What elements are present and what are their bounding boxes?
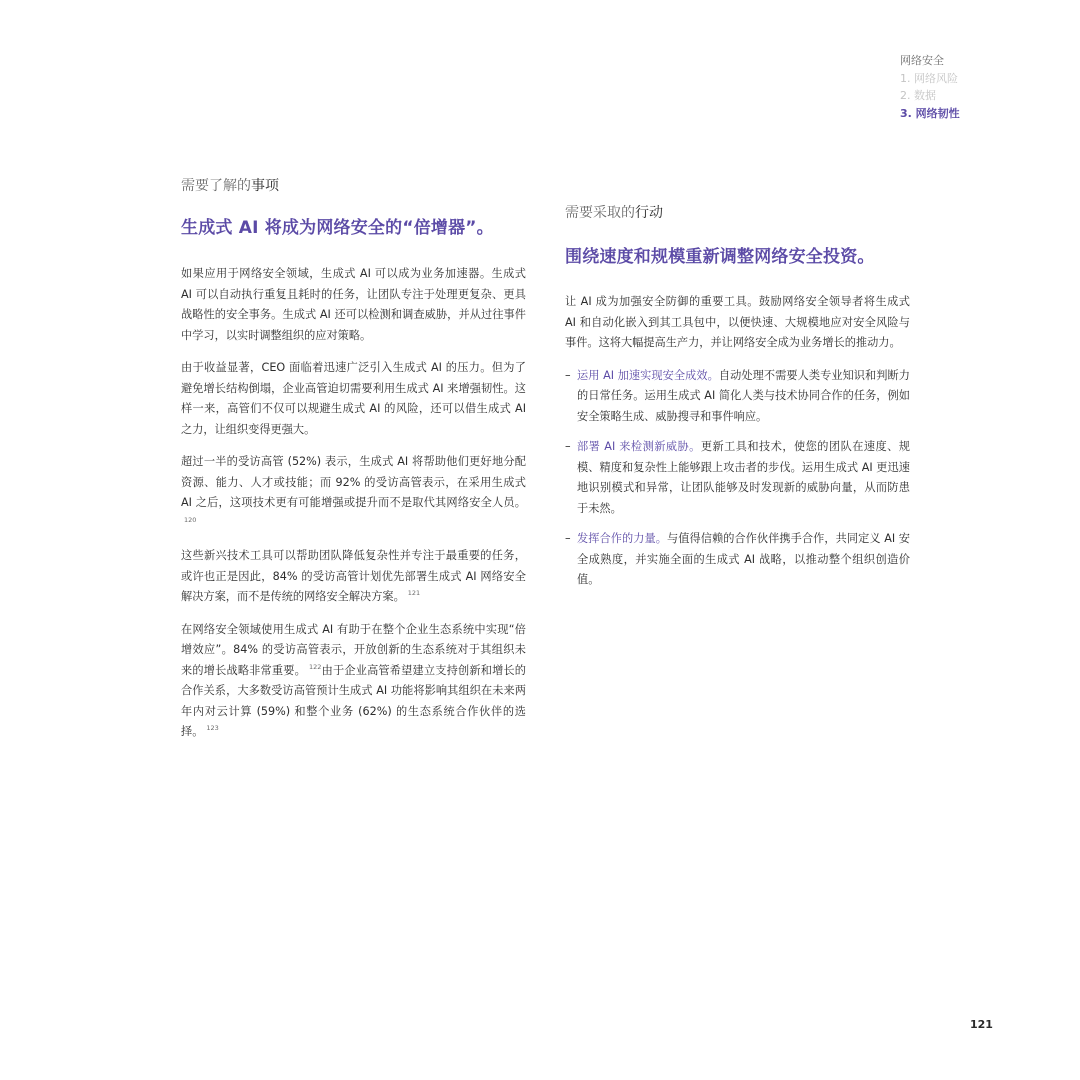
paragraph-text: 由于企业高管希望建立支持创新和增长的合作关系，大多数受访高管预计生成式 AI 功能将影响其组织在未来两年内对云计算 (59%) 和整个业务 (62%) 的生态系统合作伙伴的选择。 xyxy=(181,663,526,738)
action-text: 自动处理不需要人类专业知识和判断力的日常任务。运用生成式 AI 简化人类与技术协同合作的任务，例如安全策略生成、威胁搜寻和事件响应。 xyxy=(577,368,910,423)
action-item xyxy=(565,437,910,519)
right-headline: 围绕速度和规模重新调整网络安全投资。 xyxy=(565,247,875,267)
footnote-ref[interactable]: 123 xyxy=(206,724,219,733)
left-kicker-bold: 事项 xyxy=(251,178,279,194)
action-list xyxy=(565,366,910,591)
right-intro: 让 AI 成为加强安全防御的重要工具。鼓励网络安全领导者将生成式 AI 和自动化嵌入到其工具包中，以便快速、大规模地应对安全风险与事件。这将大幅提高生产力，并让网络安全成为业务增长的推动力。 xyxy=(565,295,910,349)
nav-item-network-risk[interactable]: 1. 网络风险 xyxy=(900,71,958,85)
footnote-ref[interactable]: 121 xyxy=(407,589,421,598)
footnote-ref[interactable]: 122 xyxy=(309,662,322,671)
dash-bullet: – xyxy=(565,532,571,545)
left-paragraph-2 xyxy=(181,358,526,440)
left-paragraph-1 xyxy=(181,264,526,346)
left-kicker xyxy=(181,176,526,196)
right-column xyxy=(565,203,910,601)
left-kicker-light: 需要了解的 xyxy=(181,178,251,194)
paragraph-text: 超过一半的受访高管 (52%) 表示，生成式 AI 将帮助他们更好地分配资源、能力、人才或技能；而 92% 的受访高管表示，在采用生成式 AI 之后，这项技术更有可能增强或提升而不是取代其网络安全人员。 xyxy=(181,455,526,509)
footnote-ref[interactable]: 120 xyxy=(184,515,197,524)
paragraph-text: 如果应用于网络安全领域，生成式 AI 可以成为业务加速器。生成式 AI 可以自动执行重复且耗时的任务，让团队专注于处理更复杂、更具战略性的安全事务。生成式 AI 还可以检测和调查威胁，并从过往事件中学习，以实时调整组织的应对策略。 xyxy=(181,267,526,342)
section-nav xyxy=(900,52,960,122)
dash-bullet: – xyxy=(565,440,571,453)
dash-bullet: – xyxy=(565,368,571,382)
left-paragraph-4 xyxy=(181,546,526,608)
paragraph-text: 这些新兴技术工具可以帮助团队降低复杂性并专注于最重要的任务，或许也正是因此，84% 的受访高管计划优先部署生成式 AI 网络安全解决方案，而不是传统的网络安全解决方案。 xyxy=(181,549,526,603)
action-item xyxy=(565,366,910,428)
left-paragraph-5 xyxy=(181,620,526,743)
right-kicker-bold: 行动 xyxy=(635,205,663,221)
nav-item-data[interactable]: 2. 数据 xyxy=(900,89,936,102)
nav-title: 网络安全 xyxy=(900,54,944,67)
paragraph-text: 在网络安全领域使用生成式 AI 有助于在整个企业生态系统中实现“倍增效应”。84% 的受访高管表示，开放创新的生态系统对于其组织未来的增长战略非常重要。 xyxy=(181,622,526,677)
action-lead: 部署 AI 来检测新威胁。 xyxy=(577,440,701,453)
right-kicker-light: 需要采取的 xyxy=(565,205,635,221)
right-kicker xyxy=(565,203,910,223)
action-text: 与值得信赖的合作伙伴携手合作，共同定义 AI 安全成熟度，并实施全面的生成式 AI 战略，以推动整个组织创造价值。 xyxy=(577,532,910,586)
nav-item-network-resilience[interactable]: 3. 网络韧性 xyxy=(900,106,960,120)
action-item xyxy=(565,529,910,591)
page-number: 121 xyxy=(970,1018,993,1031)
action-lead: 运用 AI 加速实现安全成效。 xyxy=(577,368,719,382)
action-text: 更新工具和技术，使您的团队在速度、规模、精度和复杂性上能够跟上攻击者的步伐。运用生成式 AI 更迅速地识别模式和异常，让团队能够及时发现新的威胁向量，从而防患于未然。 xyxy=(577,440,910,515)
action-lead: 发挥合作的力量。 xyxy=(577,532,667,545)
left-headline: 生成式 AI 将成为网络安全的“倍增器”。 xyxy=(181,218,494,238)
left-column xyxy=(181,176,526,755)
left-paragraph-3 xyxy=(181,452,526,534)
paragraph-text: 由于收益显著，CEO 面临着迅速广泛引入生成式 AI 的压力。但为了避免增长结构倒塌，企业高管迫切需要利用生成式 AI 来增强韧性。这样一来，高管们不仅可以规避生成式 AI 的风险，还可以借生成式 AI之力，让组织变得更强大。 xyxy=(181,361,526,436)
